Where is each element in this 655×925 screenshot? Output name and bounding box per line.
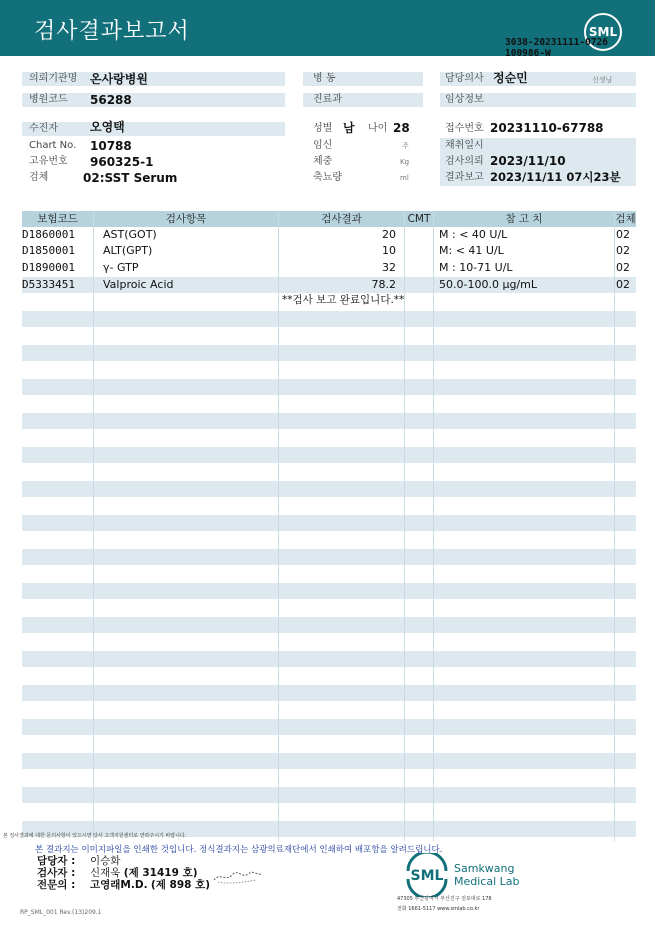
table-stripe — [22, 515, 636, 531]
sex: 남 — [343, 121, 355, 135]
patient-label: 수진자 — [29, 123, 58, 134]
row-specimen: 02 — [616, 261, 630, 274]
lab-name: Samkwang Medical Lab — [454, 862, 520, 888]
form-code: RP_SML_001 Rev.(13)209.1 — [20, 909, 102, 916]
table-stripe — [22, 481, 636, 497]
header-specimen: 검체 — [615, 213, 636, 225]
header-reference: 참 고 치 — [505, 213, 543, 225]
header-insurance-code: 보험코드 — [37, 213, 78, 225]
header-cmt: CMT — [407, 213, 431, 225]
table-stripe — [22, 719, 636, 735]
receipt-no: 20231110-67788 — [490, 121, 604, 135]
requesting-org-label: 의뢰기관명 — [29, 73, 78, 84]
staff-label: 전문의 : — [37, 879, 76, 891]
report-date-label: 결과보고 — [445, 172, 484, 183]
urine-label: 축뇨량 — [313, 172, 342, 183]
column-divider — [93, 211, 94, 841]
request-date: 2023/11/10 — [490, 154, 566, 168]
table-stripe — [22, 685, 636, 701]
logo-mark-text: SML — [410, 868, 444, 884]
row-result: 32 — [382, 261, 396, 274]
column-divider — [433, 211, 434, 841]
lab-address: 47305 부산광역시 부산진구 전포대로 178 — [397, 896, 492, 902]
signature-icon — [212, 866, 264, 886]
request-date-label: 검사의뢰 — [445, 156, 484, 167]
unique-no-label: 고유번호 — [29, 156, 68, 167]
row-specimen: 02 — [616, 244, 630, 257]
ward-label: 병 동 — [313, 73, 336, 84]
row-code: D1890001 — [22, 261, 75, 274]
table-stripe — [22, 787, 636, 803]
chart-no: 10788 — [90, 139, 132, 153]
patient-name: 오영택 — [90, 120, 125, 134]
table-stripe — [22, 447, 636, 463]
row-result: 10 — [382, 244, 396, 257]
fine-print: 본 검사결과에 대한 문의사항이 있으시면 당사 고객지원센터로 연락주시기 바랍니다. — [3, 833, 187, 839]
column-divider — [278, 211, 279, 841]
report-date: 2023/11/11 07시23분 — [490, 170, 621, 184]
header-test-item: 검사항목 — [165, 213, 207, 225]
doctor-suffix: 선생님 — [592, 76, 613, 84]
table-stripe — [22, 413, 636, 429]
row-specimen: 02 — [616, 278, 630, 291]
row-code: D1850001 — [22, 244, 75, 257]
row-item: ALT(GPT) — [103, 244, 153, 257]
table-stripe — [22, 311, 636, 327]
row-item: γ- GTP — [103, 261, 139, 274]
staff-label: 검사자 : — [37, 867, 76, 879]
sml-lab-logo-icon — [404, 853, 450, 897]
chart-no-label: Chart No. — [29, 140, 77, 151]
row-item: AST(GOT) — [103, 228, 157, 241]
table-stripe — [22, 379, 636, 395]
table-stripe — [22, 345, 636, 361]
collection-label: 채취일시 — [445, 140, 484, 151]
row-reference: M: < 41 U/L — [439, 244, 504, 257]
hospital-code: 56288 — [90, 93, 132, 107]
row-reference: M : 10-71 U/L — [439, 261, 513, 274]
age-label: 나이 — [368, 123, 388, 134]
report-title: 검사결과보고서 — [34, 19, 190, 44]
table-stripe — [22, 549, 636, 565]
specimen-label: 검체 — [29, 172, 49, 183]
weight-label: 체중 — [313, 156, 333, 167]
weight-unit: Kg — [400, 158, 410, 166]
table-stripe — [22, 617, 636, 633]
specimen: 02:SST Serum — [83, 171, 178, 185]
sml-logo-icon: SML — [584, 13, 622, 51]
print-notice: 본 결과지는 이미지파일을 인쇄한 것입니다. 정식결과지는 삼광의료재단에서 인쇄하여 배포함을 알려드립니다. — [35, 845, 443, 855]
document-number: 3038-20231111-0726 100986-W — [505, 37, 608, 59]
hospital-code-label: 병원코드 — [29, 94, 68, 105]
receipt-no-label: 접수번호 — [445, 123, 484, 134]
age: 28 — [393, 121, 410, 135]
pregnancy-label: 임신 — [313, 140, 333, 151]
table-stripe — [22, 753, 636, 769]
staff-name: 신재욱 (제 31419 호) — [90, 867, 198, 879]
row-code: D1860001 — [22, 228, 75, 241]
doctor-name: 정순민 — [493, 71, 528, 85]
staff-name: 고영래M.D. (제 898 호) — [90, 879, 211, 891]
clinical-info-label: 임상정보 — [445, 94, 484, 105]
table-stripe — [22, 583, 636, 599]
completion-note: **검사 보고 완료입니다.** — [282, 294, 405, 306]
staff-label: 담당자 : — [37, 855, 76, 867]
sex-label: 성별 — [313, 123, 333, 134]
column-divider — [614, 211, 615, 841]
staff-name: 이승화 — [90, 855, 121, 867]
pregnancy-unit: 주 — [402, 142, 409, 150]
row-specimen: 02 — [616, 228, 630, 241]
doctor-label: 담당의사 — [445, 73, 484, 84]
lab-contact: 전화 1661-5117 www.smlab.co.kr — [397, 906, 480, 912]
unique-no: 960325-1 — [90, 155, 154, 169]
department-label: 진료과 — [313, 94, 342, 105]
row-reference: 50.0-100.0 μg/mL — [439, 278, 537, 291]
row-reference: M : < 40 U/L — [439, 228, 508, 241]
row-item: Valproic Acid — [103, 278, 174, 291]
row-result: 78.2 — [371, 278, 396, 291]
header-result: 검사결과 — [321, 213, 362, 225]
table-stripe — [22, 651, 636, 667]
row-code: D5333451 — [22, 278, 75, 291]
urine-unit: ml — [400, 174, 409, 182]
requesting-org: 온사랑병원 — [90, 72, 148, 86]
row-result: 20 — [382, 228, 396, 241]
